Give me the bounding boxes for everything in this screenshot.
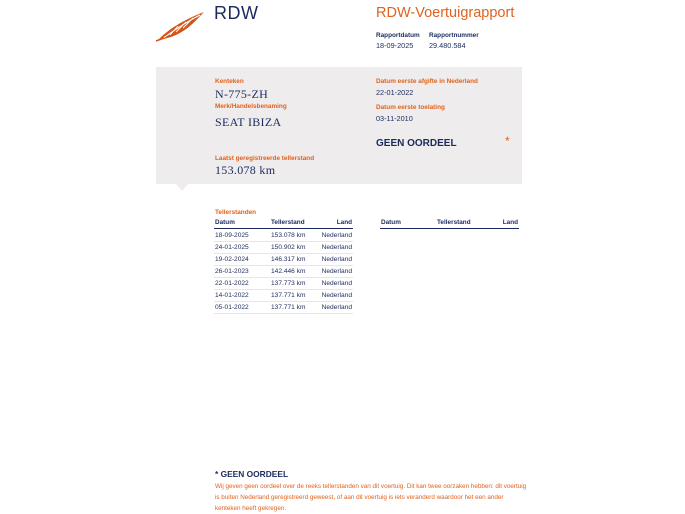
afgifte-value: 22-01-2022: [376, 88, 414, 97]
cell-land: Nederland: [321, 304, 352, 311]
toelating-label: Datum eerste toelating: [376, 104, 445, 111]
rapportdatum-label: Rapportdatum: [376, 32, 420, 39]
rapportnummer-label: Rapportnummer: [429, 32, 479, 39]
col-tellerstand: Tellerstand: [271, 219, 305, 226]
cell-land: Nederland: [321, 268, 352, 275]
oordeel-verdict: GEEN OORDEEL: [376, 138, 457, 149]
kenteken-value: N-775-ZH: [215, 87, 269, 101]
table-row: [214, 254, 353, 266]
cell-datum: 14-01-2022: [215, 292, 249, 299]
brand-name: RDW: [214, 3, 259, 23]
table-row: [214, 290, 353, 302]
cell-datum: 05-01-2022: [215, 304, 249, 311]
footnote-title: * GEEN OORDEEL: [215, 469, 289, 479]
cell-land: Nederland: [321, 232, 352, 239]
cell-tellerstand: 142.446 km: [271, 268, 306, 275]
cell-datum: 24-01-2025: [215, 244, 249, 251]
afgifte-label: Datum eerste afgifte in Nederland: [376, 78, 478, 85]
cell-datum: 26-01-2023: [215, 268, 249, 275]
summary-panel: [156, 67, 522, 191]
readings-table-header-right: [380, 219, 519, 229]
readings-table-header-left: [214, 219, 353, 229]
col-datum: Datum: [215, 219, 235, 226]
cell-land: Nederland: [321, 280, 352, 287]
cell-datum: 19-02-2024: [215, 256, 249, 263]
report-title: RDW-Voertuigrapport: [376, 5, 515, 21]
table-row: [214, 278, 353, 290]
tellerstand-label: Laatst geregistreerde tellerstand: [215, 155, 315, 162]
cell-tellerstand: 146.317 km: [271, 256, 306, 263]
cell-tellerstand: 137.771 km: [271, 292, 306, 299]
rapportnummer-value: 29.480.584: [429, 41, 466, 50]
table-row: [214, 230, 353, 242]
col-land: Land: [336, 219, 352, 226]
cell-datum: 22-01-2022: [215, 280, 249, 287]
tellerstanden-title: Tellerstanden: [215, 209, 257, 216]
table-row: [214, 266, 353, 278]
table-row: [214, 242, 353, 254]
cell-land: Nederland: [321, 292, 352, 299]
tellerstand-value: 153.078 km: [215, 163, 276, 177]
kenteken-label: Kenteken: [215, 78, 244, 85]
cell-tellerstand: 153.078 km: [271, 232, 306, 239]
cell-tellerstand: 150.902 km: [271, 244, 306, 251]
rapportdatum-value: 18-09-2025: [376, 41, 414, 50]
cell-tellerstand: 137.773 km: [271, 280, 306, 287]
merk-value: SEAT IBIZA: [215, 115, 282, 129]
cell-datum: 18-09-2025: [215, 232, 249, 239]
rdw-logo-icon: [156, 10, 206, 42]
table-row: [214, 302, 353, 314]
cell-land: Nederland: [321, 244, 352, 251]
asterisk-mark: *: [505, 134, 510, 148]
footnote-text: Wij geven geen oordeel over de reeks tellerstanden van dit voertuig. Dit kan twee oorzaken hebben: dit voertuig is buiten Nederland geregistreerd geweest, of aan dit voertuig is iets veranderd waardoor het een ander kenteken heeft gekregen.: [215, 483, 527, 512]
toelating-value: 03-11-2010: [376, 114, 413, 123]
col-land: Land: [502, 219, 518, 226]
col-tellerstand: Tellerstand: [437, 219, 471, 226]
cell-tellerstand: 137.771 km: [271, 304, 306, 311]
cell-land: Nederland: [321, 256, 352, 263]
merk-label: Merk/Handelsbenaming: [215, 103, 287, 110]
col-datum: Datum: [381, 219, 401, 226]
readings-table: [214, 230, 353, 314]
